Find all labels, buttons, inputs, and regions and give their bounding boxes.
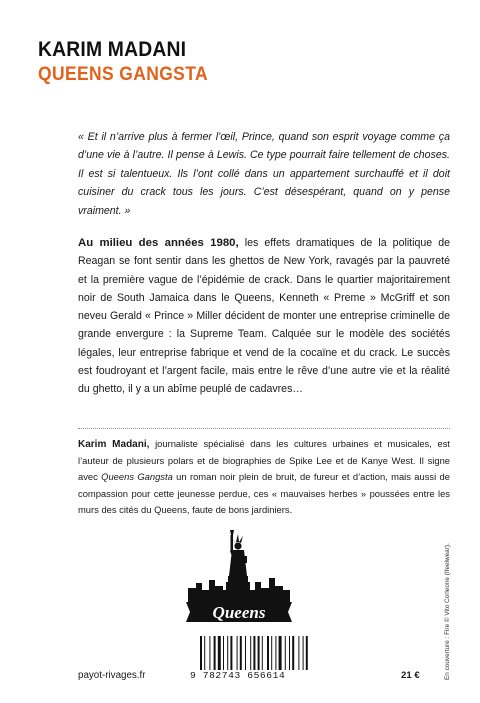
queens-banner-label: Queens [212,603,266,622]
author-name: KARIM MADANI [38,38,187,61]
section-divider [78,428,450,429]
excerpt-quote: « Et il n’arrive plus à fermer l’œil, Prince, quand son esprit voyage comme ça d’une vie à l’autre. Il pense à Lewis. Ce type pourrait faire tellement de choses. Il est si talentueux. Ils l’ont collé dans un appartement surchauffé et il doit cuisiner du crack tous les jours. C’est désespérant, quand on y pense vraiment. » [78,131,450,217]
bio-text-1: journaliste spécialisé dans les cultures urbaines et musicales, est l’auteur de plusieurs polars et de biographies de Spike Lee et de Kanye West. Il signe avec [78,438,450,483]
bio-text-2: un roman noir plein de bruit, de fureur et d’action, mais aussi de compassion pour cette jeunesse perdue, ces « mauvaises herbes » poussées entre les murs des cités du Queens, faute de bons jardiniers. [78,471,450,515]
price-label: 21 € [401,670,420,681]
statue-of-liberty-icon [226,530,250,590]
book-summary [78,234,450,399]
book-title: QUEENS GANGSTA [38,64,208,85]
queens-logo [184,528,294,636]
isbn-number: 9 782743 656614 [186,670,336,681]
author-bio [78,436,450,518]
cover-credit: En couverture : Fire © Vito Corleone (Ifeelwear). [444,543,451,680]
queens-banner [186,602,292,622]
bio-book-title: Queens Gangsta [101,471,173,483]
bio-lead: Karim Madani, [78,439,150,450]
publisher-website: payot-rivages.fr [78,670,146,681]
summary-text: les effets dramatiques de la politique de Reagan se font sentir dans les ghettos de New York, ravagés par la pauvreté et la première vague de l’épidémie de crack. Dans le quartier majoritairement noir de South Jamaica dans le Queens, Kenneth « Preme » McGriff et son neveu Gerald « Prince » Miller décident de monter une entreprise criminelle de grande envergure : la Supreme Team. Calquée sur le modèle des sociétés légales, leur entreprise fabrique et vend de la cocaïne et du crack. Le succès est foudroyant et l’argent facile, mais entre le rêve d’une autre vie et la réalité du ghetto, il y a un abîme peuplé de cadavres… [78,237,451,396]
summary-lead: Au milieu des années 1980, [78,237,239,249]
